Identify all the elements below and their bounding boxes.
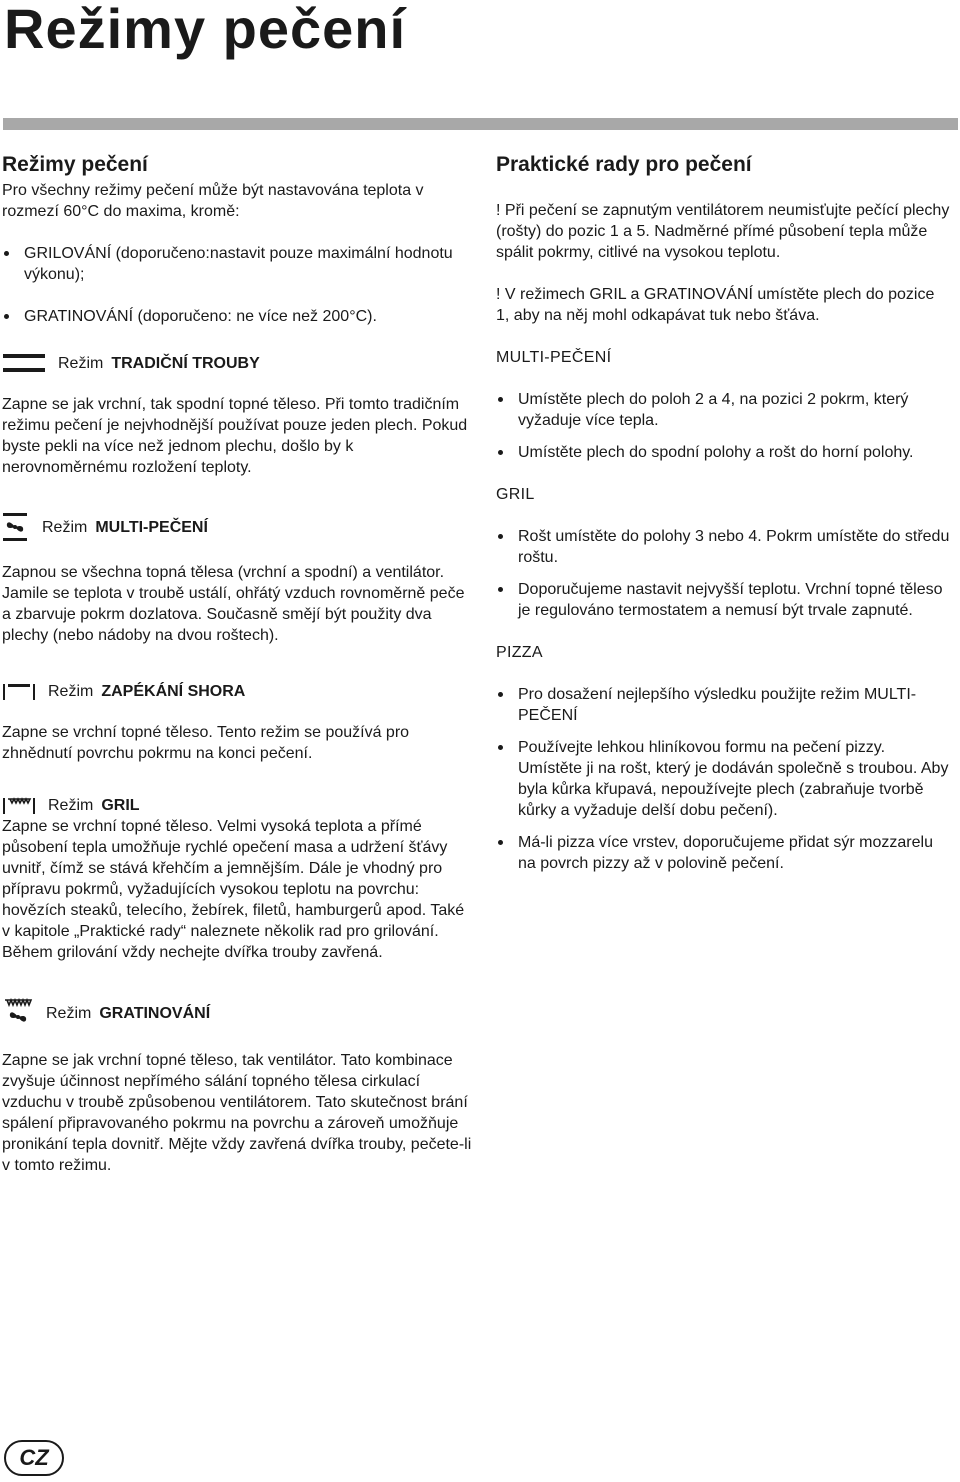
top-heat-icon (2, 680, 36, 702)
list-item: Pro dosažení nejlepšího výsledku použijte režim MULTI-PEČENÍ (496, 684, 951, 726)
list-item: Má-li pizza více vrstev, doporučujeme přidat sýr mozzarelu na povrch pizzy až v polovině pečení. (496, 832, 951, 874)
mode-prefix: Režim (58, 354, 104, 372)
mode-description: Zapne se jak vrchní topné těleso, tak ventilátor. Tato kombinace zvyšuje účinnost nepřímého sálání topného tělesa cirkulací vzduchu v troubě způsobenou ventilátorem. Tato skutečnost brání spálení připravovaného pokrmu na povrchu a zároveň umožňuje pronikání tepla dovnitř. Mějte vždy zavřená dvířka trouby, pečete-li v tomto režimu. (2, 1052, 472, 1174)
title-divider-bar (3, 118, 958, 130)
mode-description: Zapne se vrchní topné těleso. Tento režim se používá pro zhnědnutí povrchu pokrmu na konci pečení. (2, 724, 410, 762)
page-title: Režimy pečení (4, 0, 407, 60)
mode-heading-grill (2, 794, 472, 816)
exception-list (2, 243, 472, 327)
mode-name: TRADIČNÍ TROUBY (111, 354, 260, 372)
section-title: MULTI-PEČENÍ (496, 349, 612, 366)
mode-prefix: Režim (46, 1004, 92, 1022)
mode-name: ZAPÉKÁNÍ SHORA (101, 682, 246, 700)
right-column (496, 150, 951, 874)
tip-text: ! Při pečení se zapnutým ventilátorem neumisťujte pečící plechy (rošty) do pozic 1 a 5. Nadměrné přímé působení tepla může spálit pokrmy, citlivé na vysokou teplotu. (496, 202, 950, 261)
list-item: Používejte lehkou hliníkovou formu na pečení pizzy. Umístěte ji na rošt, který je dodáván společně s troubou. Aby byla kůrka křupavá, nepoužívejte plech (zabraňuje tvorbě kůrky a vyžaduje delší dobu pečení). (496, 737, 951, 821)
mode-heading-multi (2, 512, 472, 542)
mode-name: GRIL (101, 796, 140, 814)
section-title: PIZZA (496, 644, 543, 661)
mode-heading-gratin (2, 997, 472, 1029)
mode-description: Zapne se vrchní topné těleso. Velmi vysoká teplota a přímé působení tepla umožňuje rychlé opečení masa a udržení šťávy uvnitř, čímž se stává křehčím a jemnějším. Dále je vhodný pro přípravu pokrmů, vyžadujících vysokou teplotu na povrchu: hovězích steaků, telecího, žebírek, filetů, hamburgerů apod. Také v kapitole „Praktické rady“ naleznete několik rad pro grilování. Během grilování vždy nechejte dvířka trouby zavřená. (2, 818, 465, 961)
mode-description: Zapne se jak vrchní, tak spodní topné těleso. Při tomto tradičním režimu pečení je nejvhodnější používat pouze jeden plech. Pokud byste pekli na více než jednom plechu, došlo by k nerovnoměrnému rozložení teploty. (2, 396, 468, 476)
section-list (496, 684, 951, 874)
mode-prefix: Režim (48, 796, 94, 814)
section-list (496, 389, 951, 463)
mode-heading-traditional (2, 352, 472, 374)
section-list (496, 526, 951, 621)
list-item: Rošt umístěte do polohy 3 nebo 4. Pokrm umístěte do středu roštu. (496, 526, 951, 568)
mode-prefix: Režim (48, 682, 94, 700)
list-item: GRATINOVÁNÍ (doporučeno: ne více než 200°C). (2, 306, 472, 327)
section-title: GRIL (496, 486, 535, 503)
right-heading: Praktické rady pro pečení (496, 153, 752, 176)
mode-name: MULTI-PEČENÍ (95, 518, 208, 536)
left-heading: Režimy pečení (2, 153, 148, 176)
mode-heading-top-heat (2, 680, 472, 702)
list-item: GRILOVÁNÍ (doporučeno:nastavit pouze maximální hodnotu výkonu); (2, 243, 472, 285)
tip-text: ! V režimech GRIL a GRATINOVÁNÍ umístěte plech do pozice 1, aby na něj mohl odkapávat tuk nebo šťáva. (496, 286, 935, 324)
list-item: Doporučujeme nastavit nejvyšší teplotu. Vrchní topné těleso je regulováno termostatem a nemusí být trvale zapnuté. (496, 579, 951, 621)
mode-description: Zapnou se všechna topná tělesa (vrchní a spodní) a ventilátor. Jamile se teplota v troubě ustálí, ohřátý vzduch rovnoměrně peče a zbarvuje pokrm dozlatova. Současně smějí být použity dva plechy (nebo nádoby na dvou roštech). (2, 564, 465, 644)
traditional-oven-icon (2, 352, 46, 374)
list-item: Umístěte plech do spodní polohy a rošt do horní polohy. (496, 442, 951, 463)
multi-cooking-icon (2, 512, 28, 542)
list-item: Umístěte plech do poloh 2 a 4, na pozici 2 pokrm, který vyžaduje více tepla. (496, 389, 951, 431)
left-column (2, 150, 472, 1176)
mode-prefix: Režim (42, 518, 88, 536)
gratin-icon (2, 997, 34, 1029)
mode-name: GRATINOVÁNÍ (99, 1004, 211, 1022)
grill-icon (2, 794, 36, 816)
intro-text: Pro všechny režimy pečení může být nastavována teplota v rozmezí 60°C do maxima, kromě: (2, 182, 424, 220)
language-badge: CZ (4, 1440, 64, 1476)
